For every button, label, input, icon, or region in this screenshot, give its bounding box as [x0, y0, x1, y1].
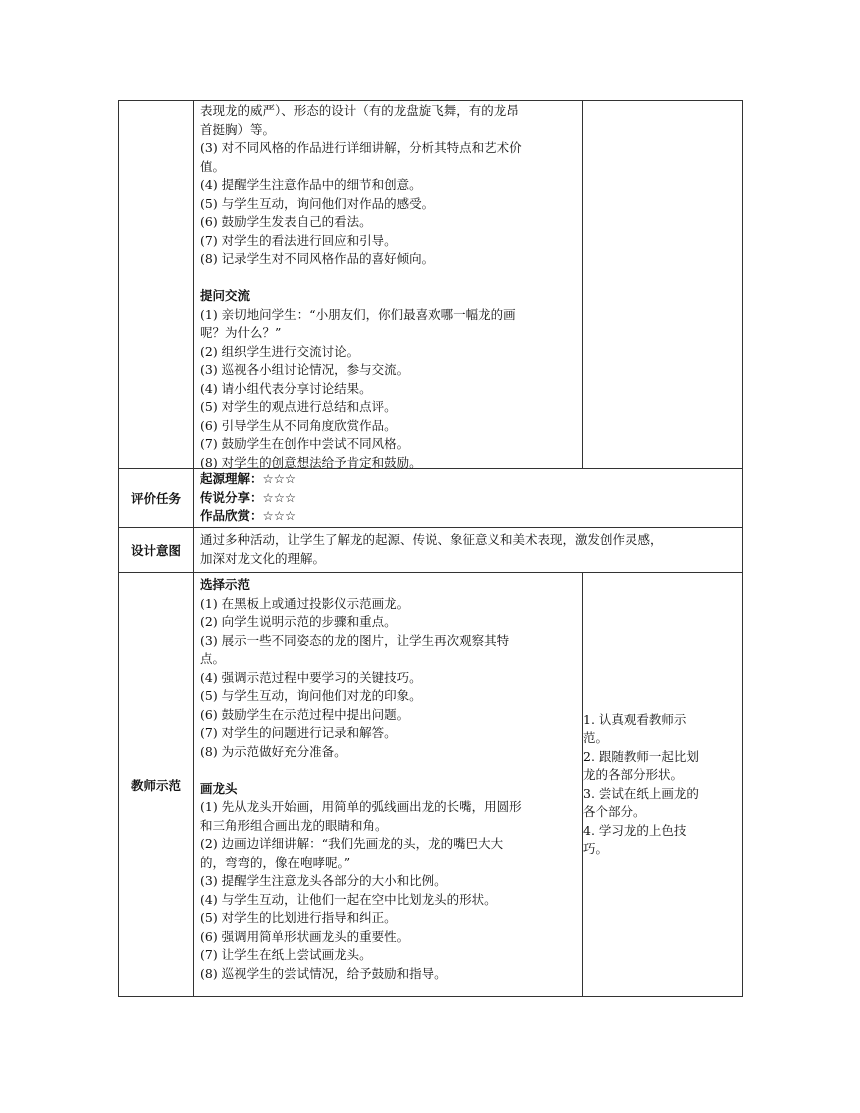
text-line: 点。: [200, 651, 226, 666]
design-intent-cell: [194, 528, 743, 573]
text-line: (3) 展示一些不同姿态的龙的图片，让学生再次观察其特: [200, 632, 510, 648]
text-line: 4. 学习龙的上色技: [583, 822, 687, 838]
table-row-teacher-demo: [119, 573, 743, 997]
empty-label-cell: [119, 101, 194, 469]
evaluation-item: [200, 489, 736, 508]
table-row-continuation: [119, 101, 743, 469]
star-rating: ☆☆☆: [262, 471, 297, 486]
text-line: (7) 让学生在纸上尝试画龙头。: [200, 947, 372, 962]
text-line: (2) 向学生说明示范的步骤和重点。: [200, 614, 397, 629]
text-line: (4) 提醒学生注意作品中的细节和创意。: [200, 177, 422, 192]
text-line: (3) 巡视各小组讨论情况，参与交流。: [200, 362, 410, 377]
evaluation-item: [200, 470, 736, 489]
text-line: 和三角形组合画出龙的眼睛和角。: [200, 817, 388, 833]
text-line: 范。: [583, 730, 609, 745]
row-label: 评价任务: [119, 469, 194, 528]
star-rating: ☆☆☆: [262, 489, 297, 505]
text-line: 2. 跟随教师一起比划: [583, 748, 699, 764]
text-line: (5) 与学生互动，询问他们对作品的感受。: [200, 195, 435, 211]
text-line: 各个部分。: [583, 804, 646, 819]
section-title: 选择示范: [200, 577, 251, 592]
text-line: 加深对龙文化的理解。: [200, 550, 326, 566]
text-line: (3) 提醒学生注意龙头各部分的大小和比例。: [200, 873, 447, 888]
star-rating: ☆☆☆: [262, 508, 297, 523]
text-line: (2) 组织学生进行交流讨论。: [200, 343, 360, 359]
text-line: 龙的各部分形状。: [583, 767, 684, 782]
row-label: 教师示范: [119, 573, 194, 997]
text-line: (5) 对学生的比划进行指导和纠正。: [200, 910, 397, 925]
text-line: 通过多种活动，让学生了解龙的起源、传说、象征意义和美术表现，激发创作灵感，: [200, 532, 663, 547]
lesson-plan-table: [118, 100, 743, 997]
text-line: (2) 边画边详细讲解：“我们先画龙的头，龙的嘴巴大大: [200, 836, 504, 851]
text-line: 巧。: [583, 841, 609, 856]
text-line: 首挺胸）等。: [200, 121, 276, 137]
row-label: 设计意图: [119, 528, 194, 573]
evaluation-item-name: 起源理解：: [200, 471, 263, 486]
text-line: (5) 对学生的观点进行总结和点评。: [200, 399, 397, 414]
evaluation-cell: [194, 469, 743, 528]
evaluation-item-name: 作品欣赏：: [200, 508, 263, 523]
text-line: (3) 对不同风格的作品进行详细讲解，分析其特点和艺术价: [200, 140, 522, 155]
text-line: (7) 对学生的看法进行回应和引导。: [200, 232, 397, 248]
table-row-design-intent: [119, 528, 743, 573]
teacher-activity-cell: [194, 573, 583, 997]
text-line: 值。: [200, 158, 226, 174]
text-line: 3. 尝试在纸上画龙的: [583, 785, 699, 801]
evaluation-item-name: 传说分享：: [200, 489, 263, 505]
table-row-evaluation: [119, 469, 743, 528]
text-line: (7) 对学生的问题进行记录和解答。: [200, 725, 397, 740]
text-line: (5) 与学生互动，询问他们对龙的印象。: [200, 688, 422, 703]
section-title: 提问交流: [200, 288, 251, 303]
text-line: (4) 强调示范过程中要学习的关键技巧。: [200, 669, 422, 685]
text-line: 1. 认真观看教师示: [583, 711, 687, 727]
text-line: 表现龙的威严）、形态的设计（有的龙盘旋飞舞，有的龙昂: [200, 103, 519, 118]
text-line: (8) 为示范做好充分准备。: [200, 743, 347, 759]
text-line: (6) 鼓励学生发表自己的看法。: [200, 214, 372, 229]
student-activity-cell: [583, 573, 743, 997]
text-line: 的，弯弯的，像在咆哮呢。”: [200, 854, 351, 870]
text-line: (6) 强调用简单形状画龙头的重要性。: [200, 928, 410, 944]
text-line: (7) 鼓励学生在创作中尝试不同风格。: [200, 436, 410, 451]
text-line: (4) 请小组代表分享讨论结果。: [200, 380, 372, 396]
text-line: (1) 在黑板上或通过投影仪示范画龙。: [200, 595, 410, 611]
text-line: (4) 与学生互动，让他们一起在空中比划龙头的形状。: [200, 891, 497, 907]
text-line: 呢？为什么？”: [200, 325, 282, 340]
text-line: (8) 对学生的创意想法给予肯定和鼓励。: [200, 454, 422, 470]
text-line: (6) 鼓励学生在示范过程中提出问题。: [200, 706, 410, 722]
student-activity-cell: [583, 101, 743, 469]
text-line: (1) 先从龙头开始画，用简单的弧线画出龙的长嘴，用圆形: [200, 799, 522, 814]
activity-cell: [194, 101, 583, 469]
text-line: (1) 亲切地问学生：“小朋友们，你们最喜欢哪一幅龙的画: [200, 306, 516, 322]
text-line: (8) 巡视学生的尝试情况，给予鼓励和指导。: [200, 965, 447, 981]
section-title: 画龙头: [200, 780, 238, 796]
evaluation-item: [200, 507, 736, 526]
text-line: (8) 记录学生对不同风格作品的喜好倾向。: [200, 251, 435, 266]
text-line: (6) 引导学生从不同角度欣赏作品。: [200, 417, 397, 433]
